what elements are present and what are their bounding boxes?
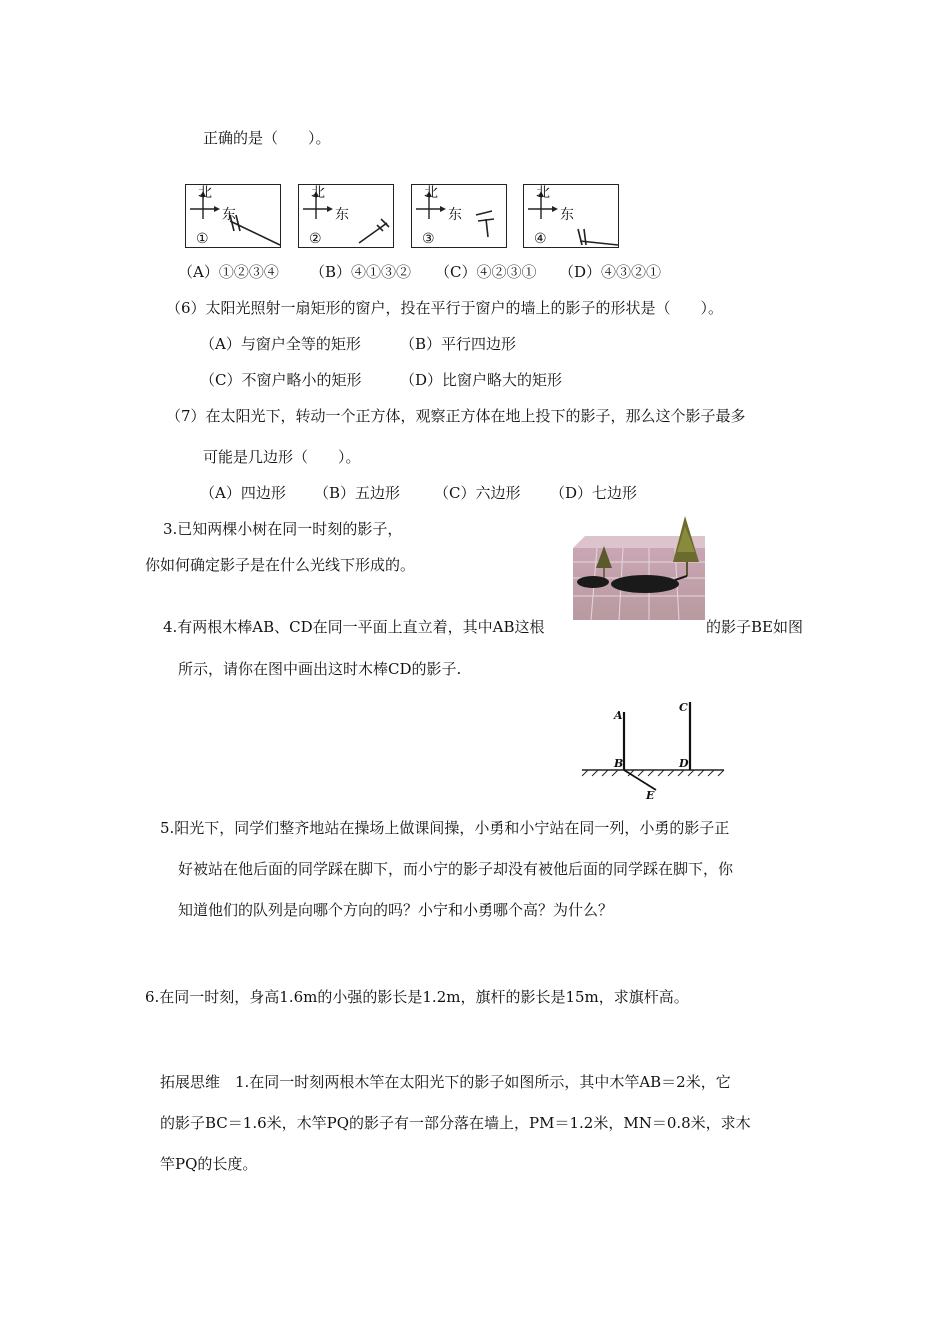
p3-line1: 3.已知两棵小树在同一时刻的影子， <box>163 520 403 538</box>
label-d: D <box>679 757 689 770</box>
north-label: 北 <box>198 185 212 201</box>
label-c: C <box>679 701 688 714</box>
option-a: （A）四边形 <box>200 484 286 502</box>
figure-number: ③ <box>422 231 435 247</box>
label-a: A <box>614 709 623 722</box>
east-label: 东 <box>448 207 462 223</box>
p4-line2: 所示，请你在图中画出这时木棒CD的影子. <box>178 660 462 678</box>
north-label: 北 <box>536 185 550 201</box>
trees-shadow-photo <box>573 516 705 620</box>
option-d: （D）七边形 <box>550 484 638 502</box>
label-e: E <box>646 789 655 802</box>
q7-options <box>200 483 637 503</box>
option-c: （C）六边形 <box>434 484 521 502</box>
ext-line1: 拓展思维 1.在同一时刻两根木竿在太阳光下的影子如图所示，其中木竿AB＝2米，它 <box>160 1073 731 1091</box>
east-label: 东 <box>560 207 574 223</box>
compass-figure-3 <box>411 184 507 248</box>
north-label: 北 <box>311 185 325 201</box>
p4-line1-left: 4.有两根木棒AB、CD在同一平面上直立着，其中AB这根 <box>163 618 545 636</box>
figure-number: ② <box>309 231 322 247</box>
option-d: （D）④③②① <box>559 263 662 281</box>
p4-line1-right: 的影子BE如图 <box>706 618 803 636</box>
figure-number: ① <box>196 231 209 247</box>
p5-line2: 好被站在他后面的同学踩在脚下，而小宁的影子却没有被他后面的同学踩在脚下，你 <box>178 860 734 878</box>
q6-options-row2 <box>200 370 562 390</box>
q6-options-row1 <box>200 334 516 354</box>
option-a: （A）①②③④ <box>178 263 279 281</box>
q6-stem: （6）太阳光照射一扇矩形的窗户，投在平行于窗户的墙上的影子的形状是（ ）。 <box>166 299 724 317</box>
p6: 6.在同一时刻，身高1.6m的小强的影长是1.2m，旗杆的影长是15m，求旗杆高。 <box>145 988 689 1006</box>
p5-line3: 知道他们的队列是向哪个方向的吗？小宁和小勇哪个高？为什么？ <box>178 901 614 919</box>
option-b: （B）④①③② <box>310 263 412 281</box>
question-tail: 正确的是（ ）。 <box>203 129 331 147</box>
option-c: （C）不窗户略小的矩形 <box>200 371 362 389</box>
option-c: （C）④②③① <box>435 263 537 281</box>
rods-figure <box>578 698 728 806</box>
compass-figure-2 <box>298 184 394 248</box>
option-d: （D）比窗户略大的矩形 <box>400 371 563 389</box>
ext-line3: 竿PQ的长度。 <box>160 1155 258 1173</box>
option-b: （B）五边形 <box>314 484 401 502</box>
label-b: B <box>614 757 624 770</box>
p3-line2: 你如何确定影子是在什么光线下形成的。 <box>145 556 416 574</box>
east-label: 东 <box>222 207 236 223</box>
compass-figure-4 <box>523 184 619 248</box>
answer-options <box>178 262 661 282</box>
q7-stem-line1: （7）在太阳光下，转动一个正方体，观察正方体在地上投下的影子，那么这个影子最多 <box>166 407 746 425</box>
ext-line2: 的影子BC＝1.6米，木竿PQ的影子有一部分落在墙上，PM＝1.2米，MN＝0.8米，求木 <box>160 1114 751 1132</box>
compass-figure-1 <box>185 184 281 248</box>
option-a: （A）与窗户全等的矩形 <box>200 335 361 353</box>
east-label: 东 <box>335 207 349 223</box>
option-b: （B）平行四边形 <box>400 335 517 353</box>
figure-number: ④ <box>534 231 547 247</box>
p5-line1: 5.阳光下，同学们整齐地站在操场上做课间操，小勇和小宁站在同一列，小勇的影子正 <box>160 819 730 837</box>
q7-stem-line2: 可能是几边形（ ）。 <box>203 448 361 466</box>
north-label: 北 <box>424 185 438 201</box>
